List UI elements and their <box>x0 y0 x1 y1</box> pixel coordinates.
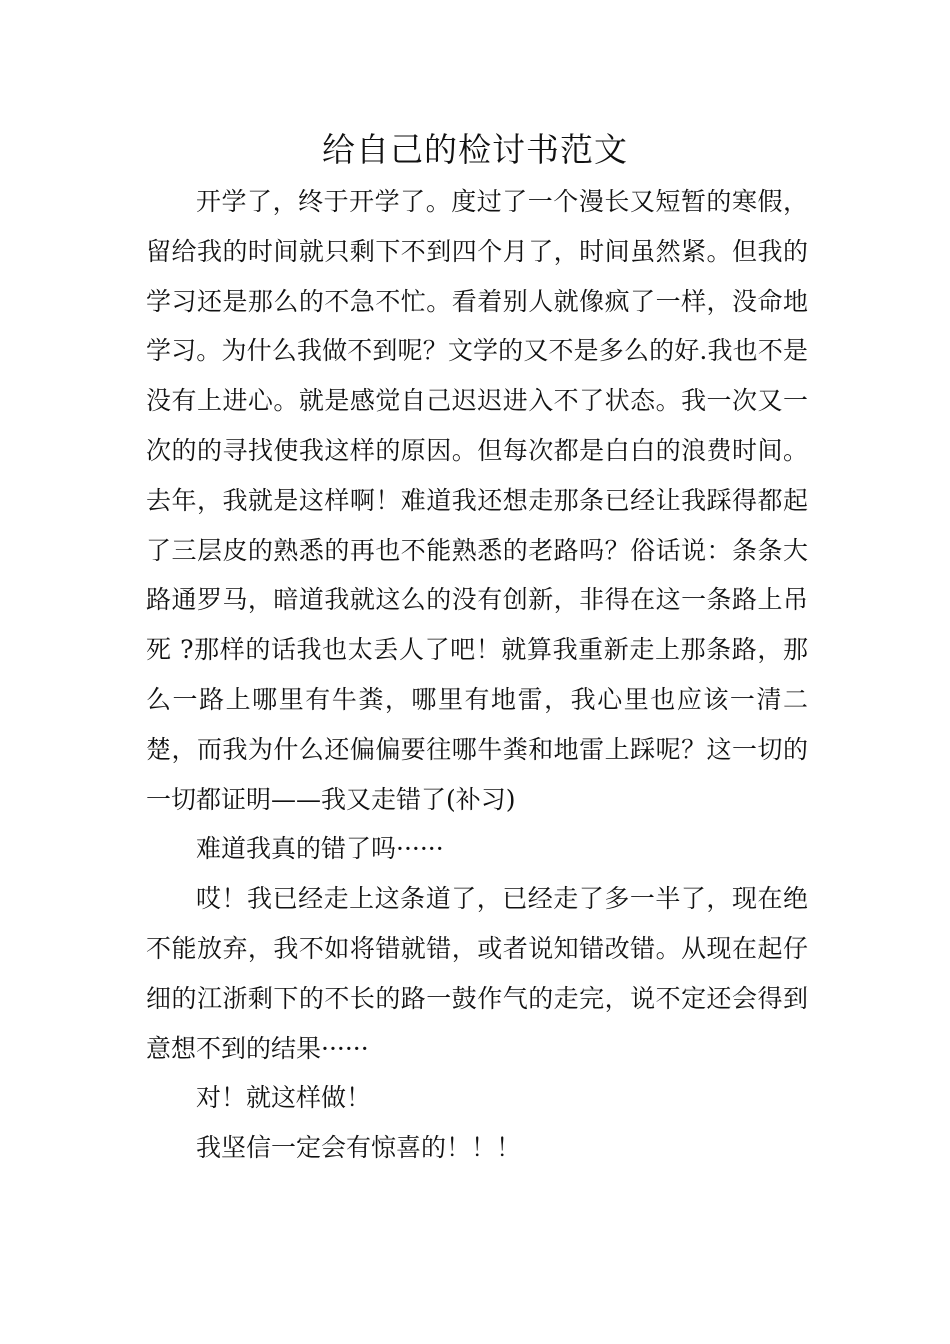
paragraph-1: 开学了，终于开学了。度过了一个漫长又短暂的寒假，留给我的时间就只剩下不到四个月了，时间虽然紧。但我的学习还是那么的不急不忙。看着别人就像疯了一样，没命地学习。为什么我做不到呢？文学的又不是多么的好.我也不是没有上进心。就是感觉自己迟迟进入不了状态。我一次又一次的的寻找使我这样的原因。但每次都是白白的浪费时间。去年，我就是这样啊！难道我还想走那条已经让我踩得都起了三层皮的熟悉的再也不能熟悉的老路吗？俗话说：条条大路通罗马，暗道我就这么的没有创新，非得在这一条路上吊死 ?那样的话我也太丢人了吧！就算我重新走上那条路，那么一路上哪里有牛粪，哪里有地雷，我心里也应该一清二楚，而我为什么还偏偏要往哪牛粪和地雷上踩呢？这一切的一切都证明——我又走错了(补习) <box>146 187 808 814</box>
paragraph-5: 我坚信一定会有惊喜的！！！ <box>196 1133 522 1163</box>
paragraph-4: 对！就这样做！ <box>196 1083 372 1113</box>
paragraph-2: 难道我真的错了吗······ <box>196 834 444 864</box>
document-title: 给自己的检讨书范文 <box>322 130 628 169</box>
document-body <box>146 177 808 1173</box>
paragraph-3: 哎！我已经走上这条道了，已经走了多一半了，现在绝不能放弃，我不如将错就错，或者说知错改错。从现在起仔细的江浙剩下的不长的路一鼓作气的走完，说不定还会得到意想不到的结果······ <box>146 884 808 1063</box>
